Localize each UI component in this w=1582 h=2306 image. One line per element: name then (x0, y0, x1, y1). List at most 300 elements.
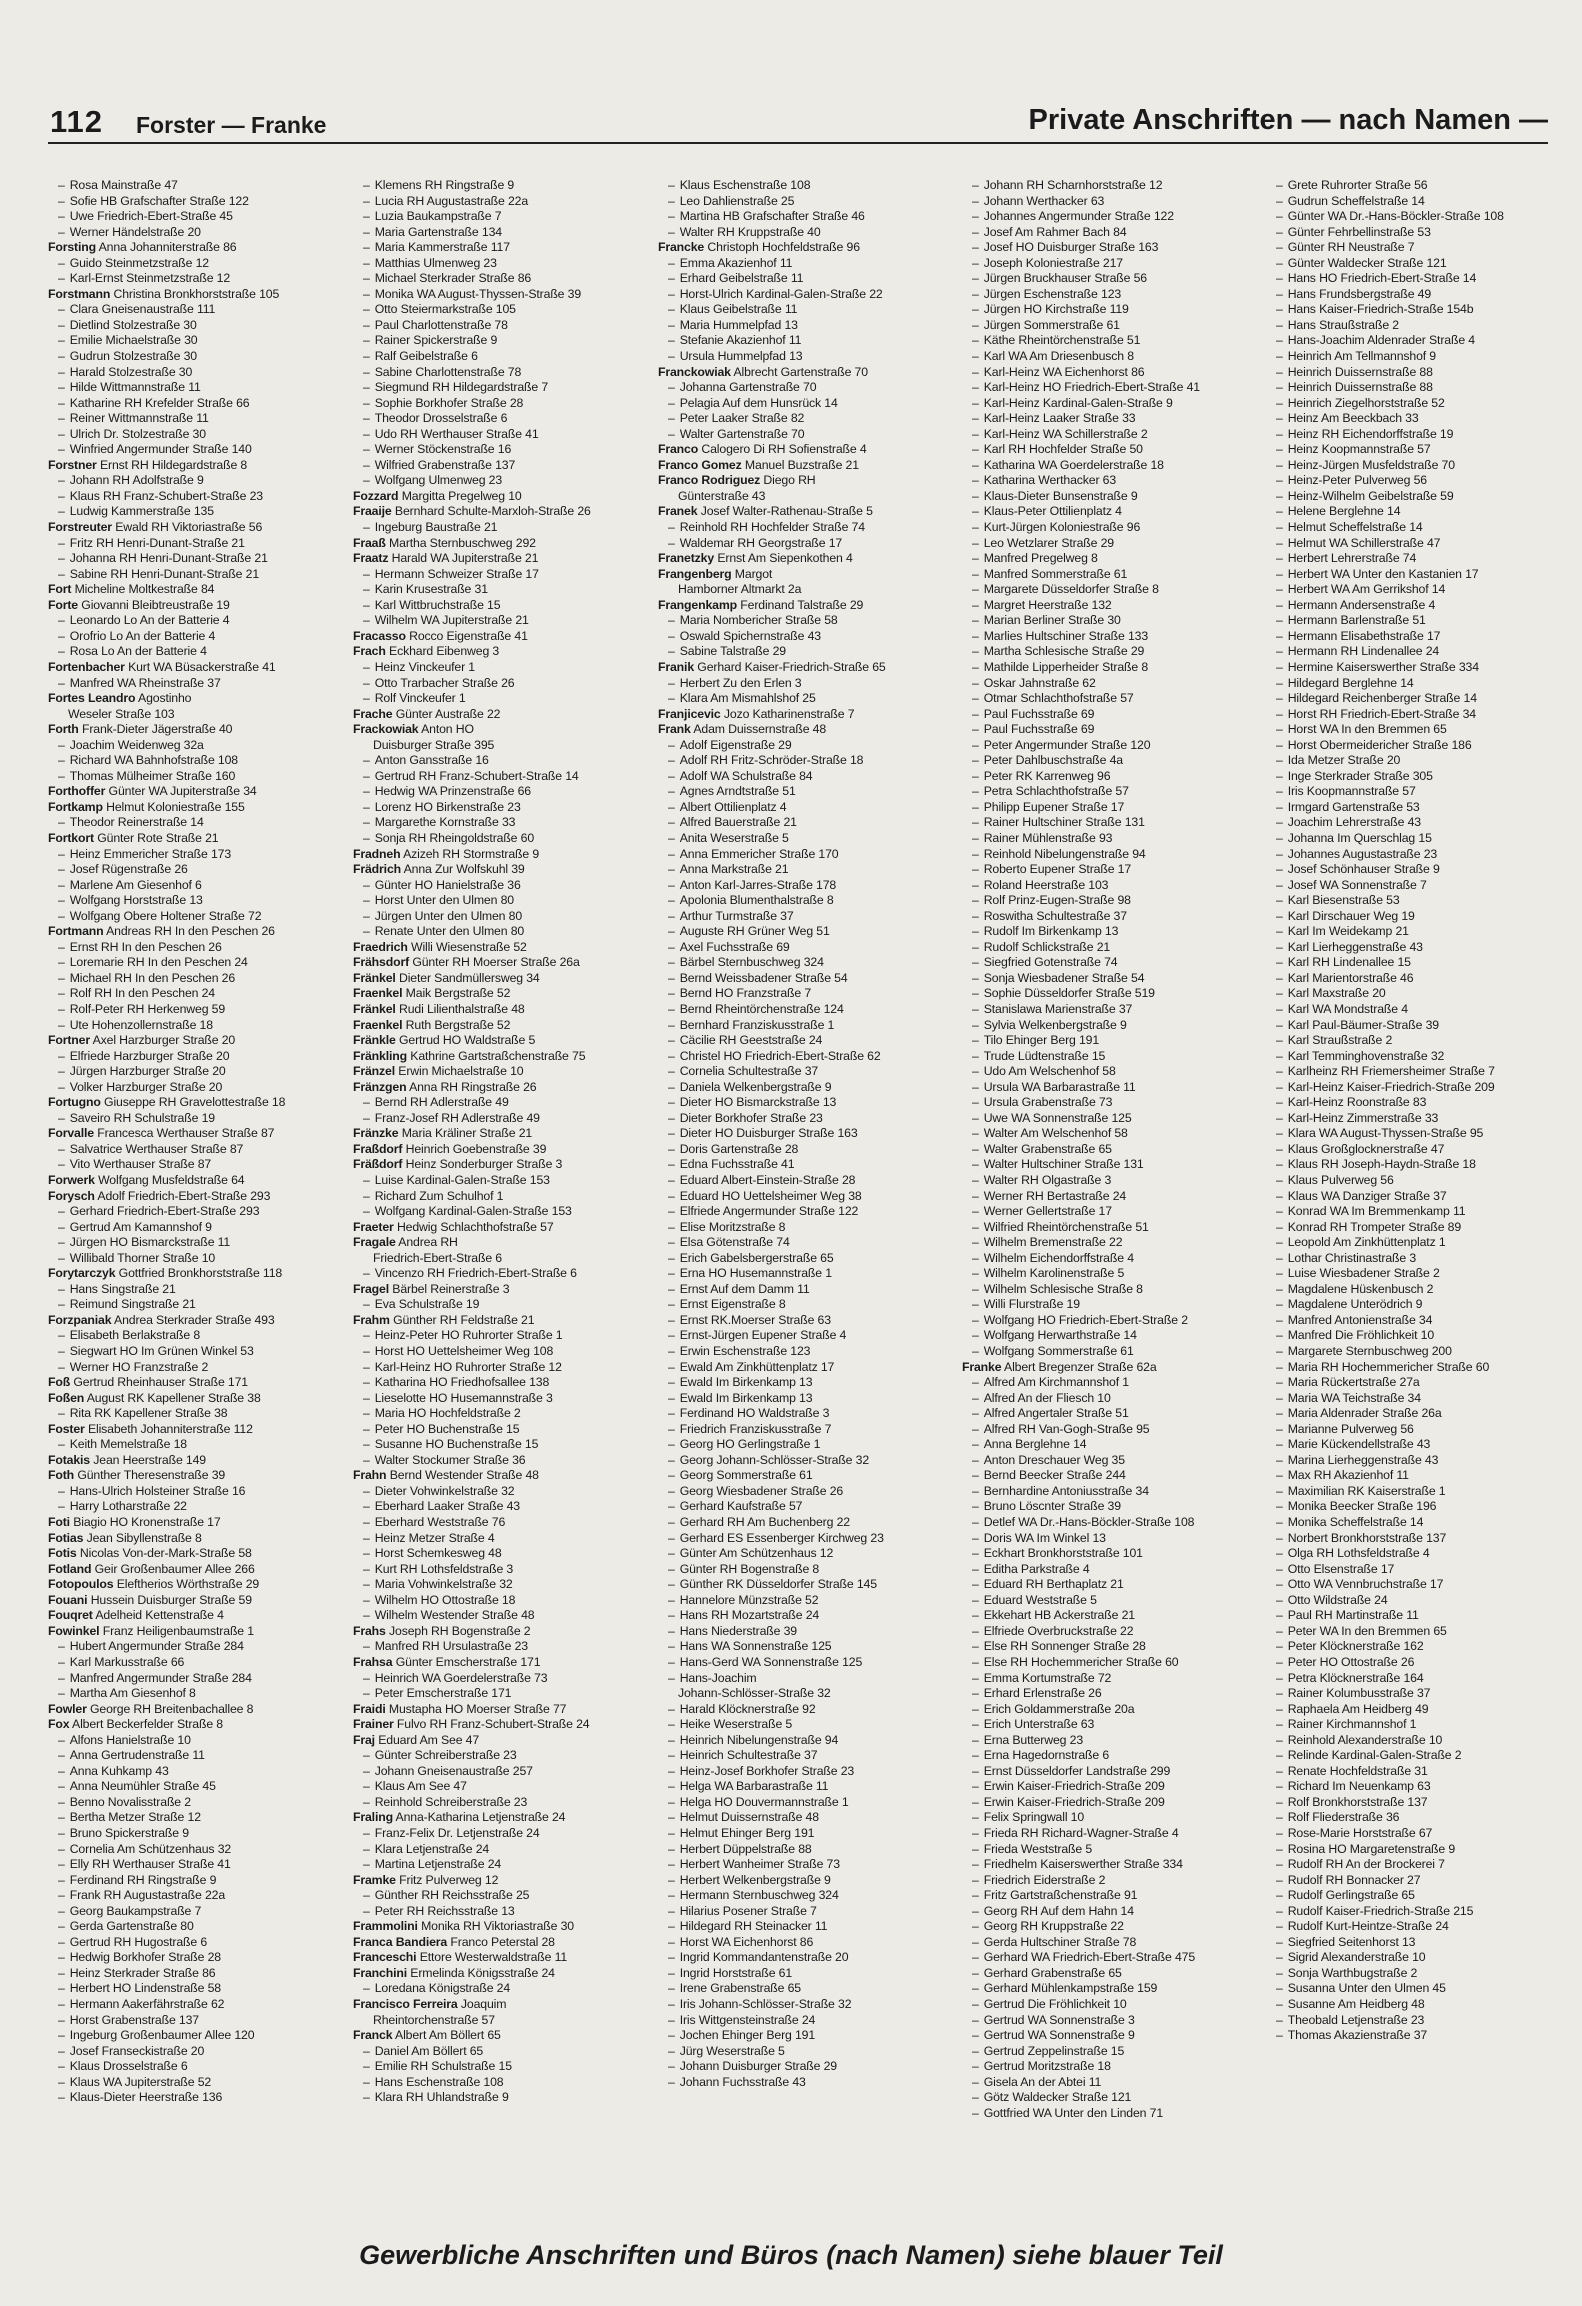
directory-entry: – Peter HO Buchenstraße 15 (353, 1422, 653, 1438)
directory-entry: – Johanna Im Querschlag 15 (1266, 831, 1566, 847)
surname: Frangenkamp (658, 597, 737, 612)
directory-entry: – Johann RH Adolfstraße 9 (48, 473, 348, 489)
directory-entry: – Rolf Vinckeufer 1 (353, 691, 653, 707)
surname: Fortkamp (48, 799, 103, 814)
directory-entry: – Hans Frundsbergstraße 49 (1266, 287, 1566, 303)
directory-entry: – Hedwig WA Prinzenstraße 66 (353, 784, 653, 800)
directory-entry: – Bertha Metzer Straße 12 (48, 1810, 348, 1826)
directory-entry: – Ute Hohenzollernstraße 18 (48, 1018, 348, 1034)
directory-entry: – Richard WA Bahnhofstraße 108 (48, 753, 348, 769)
directory-entry: – Klaus-Dieter Bunsenstraße 9 (962, 489, 1262, 505)
entry-text: Andreas RH In den Peschen 26 (106, 924, 275, 939)
section-title: Private Anschriften — nach Namen — (1028, 104, 1548, 136)
directory-entry: – Marlene Am Giesenhof 6 (48, 878, 348, 894)
entry-text: Gerhard Kaiser-Friedrich-Straße 65 (697, 659, 886, 674)
directory-entry: – Joachim Lehrerstraße 43 (1266, 815, 1566, 831)
surname: Framke (353, 1872, 396, 1887)
surname: Foth (48, 1468, 75, 1483)
directory-entry (658, 240, 958, 256)
directory-entry: – Waldemar RH Georgstraße 17 (658, 536, 958, 552)
directory-entry: – Mathilde Lipperheider Straße 8 (962, 660, 1262, 676)
directory-entry: – Bruno Spickerstraße 9 (48, 1826, 348, 1842)
surname: Fort (48, 582, 72, 597)
entry-text: Biagio HO Kronenstraße 17 (73, 1515, 221, 1530)
directory-entry: – Roswitha Schultestraße 37 (962, 909, 1262, 925)
directory-entry (353, 536, 653, 552)
directory-entry: – Karl RH Hochfelder Straße 50 (962, 442, 1262, 458)
entry-text: Francesca Werthauser Straße 87 (97, 1126, 275, 1141)
directory-entry: – Inge Sterkrader Straße 305 (1266, 769, 1566, 785)
directory-entry: – Gertrud Am Kamannshof 9 (48, 1220, 348, 1236)
directory-entry (658, 722, 958, 738)
directory-entry: – Paul RH Martinstraße 11 (1266, 1608, 1566, 1624)
directory-entry: – Richard Im Neuenkamp 63 (1266, 1779, 1566, 1795)
directory-entry: – Theodor Drosselstraße 6 (353, 411, 653, 427)
entry-text: Dieter Sandmüllersweg 34 (398, 970, 540, 985)
entry-text: Martha Sternbuschweg 292 (389, 535, 536, 550)
directory-entry: – Relinde Kardinal-Galen-Straße 2 (1266, 1748, 1566, 1764)
directory-entry (48, 1468, 348, 1484)
directory-entry (48, 660, 348, 676)
surname: Fränzel (353, 1064, 396, 1079)
directory-entry: – Else RH Sonnenger Straße 28 (962, 1639, 1262, 1655)
directory-entry: – Iris Johann-Schlösser-Straße 32 (658, 1997, 958, 2013)
directory-entry: – Wolfgang HO Friedrich-Ebert-Straße 2 (962, 1313, 1262, 1329)
directory-entry: – Reiner Wittmannstraße 11 (48, 411, 348, 427)
directory-entry: – Jochen Ehinger Berg 191 (658, 2028, 958, 2044)
surname: Franke (962, 1359, 1002, 1374)
directory-entry: – Hans Straußstraße 2 (1266, 318, 1566, 334)
directory-entry: – Johanna Gartenstraße 70 (658, 380, 958, 396)
directory-entry: – Volker Harzburger Straße 20 (48, 1080, 348, 1096)
directory-entry: – Matthias Ulmenweg 23 (353, 256, 653, 272)
directory-entry (353, 1717, 653, 1733)
directory-entry (658, 660, 958, 676)
directory-entry: – Sofie HB Grafschafter Straße 122 (48, 194, 348, 210)
directory-entry: – Friedhelm Kaiserswerther Straße 334 (962, 1857, 1262, 1873)
directory-entry: – Anna Berglehne 14 (962, 1437, 1262, 1453)
directory-entry: – Rainer Kirchmannshof 1 (1266, 1717, 1566, 1733)
entry-text: Kurt WA Büsackerstraße 41 (128, 659, 276, 674)
directory-entry: – Walter Gartenstraße 70 (658, 427, 958, 443)
directory-entry: – Thomas Akazienstraße 37 (1266, 2028, 1566, 2044)
directory-entry: – Anton Gansstraße 16 (353, 753, 653, 769)
surname: Foßen (48, 1390, 85, 1405)
directory-entry: – Wolfgang Obere Holtener Straße 72 (48, 909, 348, 925)
directory-entry: – Hans WA Sonnenstraße 125 (658, 1639, 958, 1655)
directory-entry: – Albert Ottilienplatz 4 (658, 800, 958, 816)
surname: Frahm (353, 1312, 390, 1327)
entry-text: Eduard Am See 47 (378, 1732, 480, 1747)
directory-entry: – Walter Am Welschenhof 58 (962, 1126, 1262, 1142)
directory-entry: – Karl WA Am Driesenbusch 8 (962, 349, 1262, 365)
directory-entry (353, 722, 653, 738)
directory-entry: – Paul Charlottenstraße 78 (353, 318, 653, 334)
surname: Fouani (48, 1592, 88, 1607)
directory-entry: – Rolf RH In den Peschen 24 (48, 986, 348, 1002)
entry-text: Bernhard Schulte-Marxloh-Straße 26 (394, 504, 591, 519)
directory-entry: – Manfred Antonienstraße 34 (1266, 1313, 1566, 1329)
directory-entry: – Ingeburg Großenbaumer Allee 120 (48, 2028, 348, 2044)
directory-entry (353, 1655, 653, 1671)
directory-entry: – Udo Am Welschenhof 58 (962, 1064, 1262, 1080)
directory-entry: – Elfriede Overbruckstraße 22 (962, 1624, 1262, 1640)
directory-entry: – Rudolf RH An der Brockerei 7 (1266, 1857, 1566, 1873)
directory-entry: – Herbert WA Unter den Kastanien 17 (1266, 567, 1566, 583)
directory-entry: – Rudolf Kaiser-Friedrich-Straße 215 (1266, 1904, 1566, 1920)
directory-entry: – Marian Berliner Straße 30 (962, 613, 1262, 629)
directory-entry: – Rudolf Kurt-Heintze-Straße 24 (1266, 1919, 1566, 1935)
directory-entry: – Adolf WA Schulstraße 84 (658, 769, 958, 785)
entry-text: Günter RH Moerser Straße 26a (412, 955, 580, 970)
directory-entry: – Daniel Am Böllert 65 (353, 2044, 653, 2060)
surname: Fradneh (353, 846, 401, 861)
directory-entry: – Theodor Reinerstraße 14 (48, 815, 348, 831)
surname: Frach (353, 644, 386, 659)
directory-entry (48, 1702, 348, 1718)
entry-text: Christina Bronkhorststraße 105 (113, 286, 280, 301)
surname: Fortmann (48, 924, 104, 939)
directory-entry (48, 1391, 348, 1407)
directory-entry: – Maximilian RK Kaiserstraße 1 (1266, 1484, 1566, 1500)
directory-entry: – Paul Fuchsstraße 69 (962, 722, 1262, 738)
directory-entry (353, 1064, 653, 1080)
directory-entry: – Otmar Schlachthofstraße 57 (962, 691, 1262, 707)
directory-entry: – Wilhelm HO Ottostraße 18 (353, 1593, 653, 1609)
directory-entry (48, 1422, 348, 1438)
directory-entry: – Hermann Andersenstraße 4 (1266, 598, 1566, 614)
directory-entry (353, 1873, 653, 1889)
entry-text: Jozo Katharinenstraße 7 (723, 706, 855, 721)
entry-text: Axel Harzburger Straße 20 (92, 1033, 236, 1048)
surname: Fraaije (353, 504, 392, 519)
surname: Fotias (48, 1530, 84, 1545)
directory-entry: – Klaus RH Joseph-Haydn-Straße 18 (1266, 1157, 1566, 1173)
directory-entry: – Paul Fuchsstraße 69 (962, 707, 1262, 723)
entry-text: Heinrich Goebenstraße 39 (405, 1141, 547, 1156)
directory-entry: – Ewald Im Birkenkamp 13 (658, 1391, 958, 1407)
entry-text: Albert Bregenzer Straße 62a (1004, 1359, 1157, 1374)
surname: Fränzgen (353, 1079, 407, 1094)
surname: Forth (48, 722, 79, 737)
directory-entry: – Karl-Heinz WA Schillerstraße 2 (962, 427, 1262, 443)
directory-entry: – Klaus-Peter Ottilienplatz 4 (962, 504, 1262, 520)
directory-entry (353, 1702, 653, 1718)
directory-entry: – Magdalene Unterödrich 9 (1266, 1297, 1566, 1313)
directory-entry: – Lucia RH Augustastraße 22a (353, 194, 653, 210)
directory-entry: – Heinrich Am Tellmannshof 9 (1266, 349, 1566, 365)
directory-entry: – Dietlind Stolzestraße 30 (48, 318, 348, 334)
directory-entry: – Heinz-Josef Borkhofer Straße 23 (658, 1764, 958, 1780)
directory-entry: – Arthur Turmstraße 37 (658, 909, 958, 925)
directory-entry: – Johann Fuchsstraße 43 (658, 2075, 958, 2091)
directory-entry: – Otto Steiermarkstraße 105 (353, 302, 653, 318)
surname: Franck (353, 2028, 393, 2043)
directory-entry: – Eduard RH Berthaplatz 21 (962, 1577, 1262, 1593)
directory-entry: – Reinhold Alexanderstraße 10 (1266, 1733, 1566, 1749)
directory-entry: – Walter Grabenstraße 65 (962, 1142, 1262, 1158)
directory-entry: – Friedrich Franziskusstraße 7 (658, 1422, 958, 1438)
directory-entry: – Karl-Heinz Kaiser-Friedrich-Straße 209 (1266, 1080, 1566, 1096)
directory-entry: – Joachim Weidenweg 32a (48, 738, 348, 754)
directory-entry: Hamborner Altmarkt 2a (678, 582, 802, 597)
directory-entry: – Rudolf Gerlingstraße 65 (1266, 1888, 1566, 1904)
directory-entry: – Bärbel Sternbuschweg 324 (658, 955, 958, 971)
directory-entry (48, 458, 348, 474)
directory-entry (353, 504, 653, 520)
directory-entry: – Siegmund RH Hildegardstraße 7 (353, 380, 653, 396)
directory-entry (48, 1593, 348, 1609)
directory-entry: – Rosina HO Margaretenstraße 9 (1266, 1842, 1566, 1858)
directory-entry: – Rainer Kolumbusstraße 37 (1266, 1686, 1566, 1702)
directory-entry: – Werner RH Bertastraße 24 (962, 1189, 1262, 1205)
directory-entry: – Daniela Welkenbergstraße 9 (658, 1080, 958, 1096)
surname: Francisco Ferreira (353, 1996, 458, 2011)
directory-entry: – Kurt-Jürgen Koloniestraße 96 (962, 520, 1262, 536)
surname: Frahn (353, 1468, 387, 1483)
directory-entry: – Helmut Ehinger Berg 191 (658, 1826, 958, 1842)
surname: Fragel (353, 1281, 390, 1296)
directory-entry (353, 1919, 653, 1935)
directory-entry (353, 1033, 653, 1049)
directory-entry: – Karl-Heinz HO Friedrich-Ebert-Straße 41 (962, 380, 1262, 396)
directory-entry: – Hermann Aakerfährstraße 62 (48, 1997, 348, 2013)
directory-entry: – Ewald Am Zinkhüttenplatz 17 (658, 1360, 958, 1376)
directory-entry: – Apolonia Blumenthalstraße 8 (658, 893, 958, 909)
directory-entry: – Gudrun Stolzestraße 30 (48, 349, 348, 365)
directory-entry: – Gertrud Die Fröhlichkeit 10 (962, 1997, 1262, 2013)
directory-entry: – Christel HO Friedrich-Ebert-Straße 62 (658, 1049, 958, 1065)
surname: Fraling (353, 1810, 393, 1825)
directory-entry: – Gerhard Mühlenkampstraße 159 (962, 1981, 1262, 1997)
directory-entry: – Heinz Emmericher Straße 173 (48, 847, 348, 863)
directory-entry: – Karl Paul-Bäumer-Straße 39 (1266, 1018, 1566, 1034)
directory-entry: – Otto Trarbacher Straße 26 (353, 676, 653, 692)
directory-entry: – Walter RH Olgastraße 3 (962, 1173, 1262, 1189)
directory-entry: – Oswald Spichernstraße 43 (658, 629, 958, 645)
directory-entry: – Walter Stockumer Straße 36 (353, 1453, 653, 1469)
directory-entry: – Karl-Heinz WA Eichenhorst 86 (962, 365, 1262, 381)
directory-entry: – Wilhelm Karolinenstraße 5 (962, 1266, 1262, 1282)
entry-text: Joseph RH Bogenstraße 2 (389, 1623, 531, 1638)
directory-entry: – Michael Sterkrader Straße 86 (353, 271, 653, 287)
directory-entry: – Johann Duisburger Straße 29 (658, 2059, 958, 2075)
directory-entry: – Heinz Vinckeufer 1 (353, 660, 653, 676)
directory-entry (353, 1950, 653, 1966)
directory-entry: – Iris Wittgensteinstraße 24 (658, 2013, 958, 2029)
directory-entry (353, 1733, 653, 1749)
directory-entry: – Bruno Löscnter Straße 39 (962, 1499, 1262, 1515)
surname: Fox (48, 1717, 70, 1732)
directory-entry: – Erwin Kaiser-Friedrich-Straße 209 (962, 1795, 1262, 1811)
directory-entry: – Margarete Sternbuschweg 200 (1266, 1344, 1566, 1360)
directory-entry (353, 629, 653, 645)
entry-text: Eleftherios Wörthstraße 29 (116, 1577, 260, 1592)
directory-entry: – Lieselotte HO Husemannstraße 3 (353, 1391, 653, 1407)
directory-entry: – Anita Weserstraße 5 (658, 831, 958, 847)
directory-entry: – Agnes Arndtstraße 51 (658, 784, 958, 800)
directory-entry: – Luzia Baukampstraße 7 (353, 209, 653, 225)
directory-entry: – Hildegard Berglehne 14 (1266, 676, 1566, 692)
directory-entry (48, 1313, 348, 1329)
directory-entry: – Rose-Marie Horststraße 67 (1266, 1826, 1566, 1842)
entry-text: Rudi Lilienthalstraße 48 (398, 1001, 525, 1016)
directory-entry: – Siegwart HO Im Grünen Winkel 53 (48, 1344, 348, 1360)
directory-entry: – Elfriede Angermunder Straße 122 (658, 1204, 958, 1220)
directory-entry: – Marlies Hultschiner Straße 133 (962, 629, 1262, 645)
directory-entry: – Karl-Ernst Steinmetzstraße 12 (48, 271, 348, 287)
directory-entry (658, 458, 958, 474)
directory-entry: – Karl Wittbruchstraße 15 (353, 598, 653, 614)
directory-entry (353, 1935, 653, 1951)
directory-entry: – Horst HO Uettelsheimer Weg 108 (353, 1344, 653, 1360)
surname: Frank (658, 722, 691, 737)
directory-entry: – Maria HO Hochfeldstraße 2 (353, 1406, 653, 1422)
surname: Forstner (48, 457, 97, 472)
directory-entry: – Luise Kardinal-Galen-Straße 153 (353, 1173, 653, 1189)
name-range: Forster — Franke (136, 112, 327, 138)
directory-entry: – Heinz-Peter Pulverweg 56 (1266, 473, 1566, 489)
directory-entry: – Alfred Angertaler Straße 51 (962, 1406, 1262, 1422)
directory-entry: – Thomas Mülheimer Straße 160 (48, 769, 348, 785)
directory-entry: – Walter Hultschiner Straße 131 (962, 1157, 1262, 1173)
surname: Fränzke (353, 1126, 399, 1141)
directory-entry (353, 1049, 653, 1065)
entry-text: Maik Bergstraße 52 (405, 986, 511, 1001)
directory-entry: – Hans-Joachim (658, 1671, 958, 1687)
directory-entry (658, 365, 958, 381)
directory-entry (353, 1220, 653, 1236)
directory-entry (48, 1546, 348, 1562)
directory-entry: – Günter RH Bogenstraße 8 (658, 1562, 958, 1578)
directory-entry: – Gisela An der Abtei 11 (962, 2075, 1262, 2091)
directory-entry: – Werner HO Franzstraße 2 (48, 1360, 348, 1376)
directory-entry: – Ursula WA Barbarastraße 11 (962, 1080, 1262, 1096)
directory-entry (353, 1966, 653, 1982)
directory-entry: – Martha Schlesische Straße 29 (962, 644, 1262, 660)
directory-entry: – Sonja Wiesbadener Straße 54 (962, 971, 1262, 987)
directory-entry: – Edna Fuchsstraße 41 (658, 1157, 958, 1173)
surname: Franca Bandiera (353, 1934, 448, 1949)
directory-entry (353, 644, 653, 660)
directory-entry: – Sabine Talstraße 29 (658, 644, 958, 660)
column-2 (353, 178, 653, 2218)
directory-entry: – Raphaela Am Heidberg 49 (1266, 1702, 1566, 1718)
directory-entry: – Ingrid Horststraße 61 (658, 1966, 958, 1982)
directory-entry: – Dieter HO Bismarckstraße 13 (658, 1095, 958, 1111)
directory-entry: Günterstraße 43 (678, 488, 766, 503)
entry-text: Bernd Westender Straße 48 (389, 1468, 539, 1483)
surname: Franetzky (658, 551, 715, 566)
directory-entry: – Reinhold RH Hochfelder Straße 74 (658, 520, 958, 536)
directory-entry: – Heinz RH Eichendorffstraße 19 (1266, 427, 1566, 443)
entry-text: Anna-Katharina Letjenstraße 24 (395, 1810, 566, 1825)
directory-entry: – Harry Lotharstraße 22 (48, 1499, 348, 1515)
directory-entry (353, 971, 653, 987)
surname: Frahs (353, 1623, 386, 1638)
directory-entry: – Günter RH Neustraße 7 (1266, 240, 1566, 256)
directory-entry: – Eduard HO Uettelsheimer Weg 38 (658, 1189, 958, 1205)
directory-entry: – Fritz RH Henri-Dunant-Straße 21 (48, 536, 348, 552)
column-1 (48, 178, 348, 2218)
directory-entry: – Peter Emscherstraße 171 (353, 1686, 653, 1702)
entry-text: Jean Heerstraße 149 (93, 1452, 206, 1467)
directory-entry: – Hans-Joachim Aldenrader Straße 4 (1266, 333, 1566, 349)
directory-entry: – Karl Marientorstraße 46 (1266, 971, 1566, 987)
surname: Forsting (48, 240, 96, 255)
directory-entry: – Saveiro RH Schulstraße 19 (48, 1111, 348, 1127)
directory-entry: – Emma Kortumstraße 72 (962, 1671, 1262, 1687)
surname: Frainer (353, 1717, 394, 1732)
directory-entry: – Herbert Düppelstraße 88 (658, 1842, 958, 1858)
directory-entry: – Hans-Gerd WA Sonnenstraße 125 (658, 1655, 958, 1671)
surname: Forwerk (48, 1173, 95, 1187)
directory-entry: – Leo Dahlienstraße 25 (658, 194, 958, 210)
directory-entry: – Emilie RH Schulstraße 15 (353, 2059, 653, 2075)
directory-entry (48, 1453, 348, 1469)
entry-text: Kathrine Gartstraßchenstraße 75 (410, 1048, 586, 1063)
directory-entry: – Salvatrice Werthauser Straße 87 (48, 1142, 348, 1158)
directory-entry: – Karl-Heinz Laaker Straße 33 (962, 411, 1262, 427)
entry-text: Joaquim (460, 1996, 507, 2011)
directory-entry: – Heinz Sterkrader Straße 86 (48, 1966, 348, 1982)
directory-entry: – Elfriede Harzburger Straße 20 (48, 1049, 348, 1065)
entry-text: Günter WA Jupiterstraße 34 (108, 784, 257, 799)
directory-entry: – Hedwig Borkhofer Straße 28 (48, 1950, 348, 1966)
directory-entry: – Erhard Erlenstraße 26 (962, 1686, 1262, 1702)
directory-entry: – Erna HO Husemannstraße 1 (658, 1266, 958, 1282)
directory-entry: – Horst WA In den Bremmen 65 (1266, 722, 1566, 738)
directory-entry: Rheintorchenstraße 57 (373, 2012, 495, 2027)
directory-entry: – Heinrich Schultestraße 37 (658, 1748, 958, 1764)
directory-entry: – Klaus Drosselstraße 6 (48, 2059, 348, 2075)
directory-entry: – Günter Am Schützenhaus 12 (658, 1546, 958, 1562)
directory-entry (353, 551, 653, 567)
page-number: 112 (50, 104, 104, 139)
directory-entry: – Willibald Thorner Straße 10 (48, 1251, 348, 1267)
directory-entry: – Leo Wetzlarer Straße 29 (962, 536, 1262, 552)
directory-entry (48, 1608, 348, 1624)
surname: Fraßdorf (353, 1141, 403, 1156)
directory-entry (48, 1266, 348, 1282)
directory-entry: – Erna Butterweg 23 (962, 1733, 1262, 1749)
surname: Fotakis (48, 1452, 91, 1467)
directory-entry (658, 707, 958, 723)
entry-text: George RH Breitenbachallee 8 (90, 1701, 254, 1716)
directory-entry (48, 1717, 348, 1733)
directory-entry: – Heinz-Peter HO Ruhrorter Straße 1 (353, 1328, 653, 1344)
directory-entry: – Stanislawa Marienstraße 37 (962, 1002, 1262, 1018)
directory-entry: – Klaus RH Franz-Schubert-Straße 23 (48, 489, 348, 505)
column-3 (658, 178, 958, 2218)
directory-entry: – Karl Dirschauer Weg 19 (1266, 909, 1566, 925)
directory-entry: – Helmut Scheffelstraße 14 (1266, 520, 1566, 536)
directory-entry: – Ernst Auf dem Damm 11 (658, 1282, 958, 1298)
directory-entry: – Horst-Ulrich Kardinal-Galen-Straße 22 (658, 287, 958, 303)
directory-entry: – Orofrio Lo An der Batterie 4 (48, 629, 348, 645)
directory-entry (658, 551, 958, 567)
directory-entry: – Georg RH Kruppstraße 22 (962, 1919, 1262, 1935)
directory-entry: – Anna Markstraße 21 (658, 862, 958, 878)
directory-entry: – Josef Franseckistraße 20 (48, 2044, 348, 2060)
directory-entry: – Jürgen HO Kirchstraße 119 (962, 302, 1262, 318)
directory-entry: – Gerda Hultschiner Straße 78 (962, 1935, 1262, 1951)
directory-entry: – Gertrud WA Sonnenstraße 3 (962, 2013, 1262, 2029)
directory-entry: – Peter RH Reichsstraße 13 (353, 1904, 653, 1920)
directory-entry: – Horst Grabenstraße 137 (48, 2013, 348, 2029)
directory-entry: – Olga RH Lothsfeldstraße 4 (1266, 1546, 1566, 1562)
directory-entry (48, 691, 348, 707)
